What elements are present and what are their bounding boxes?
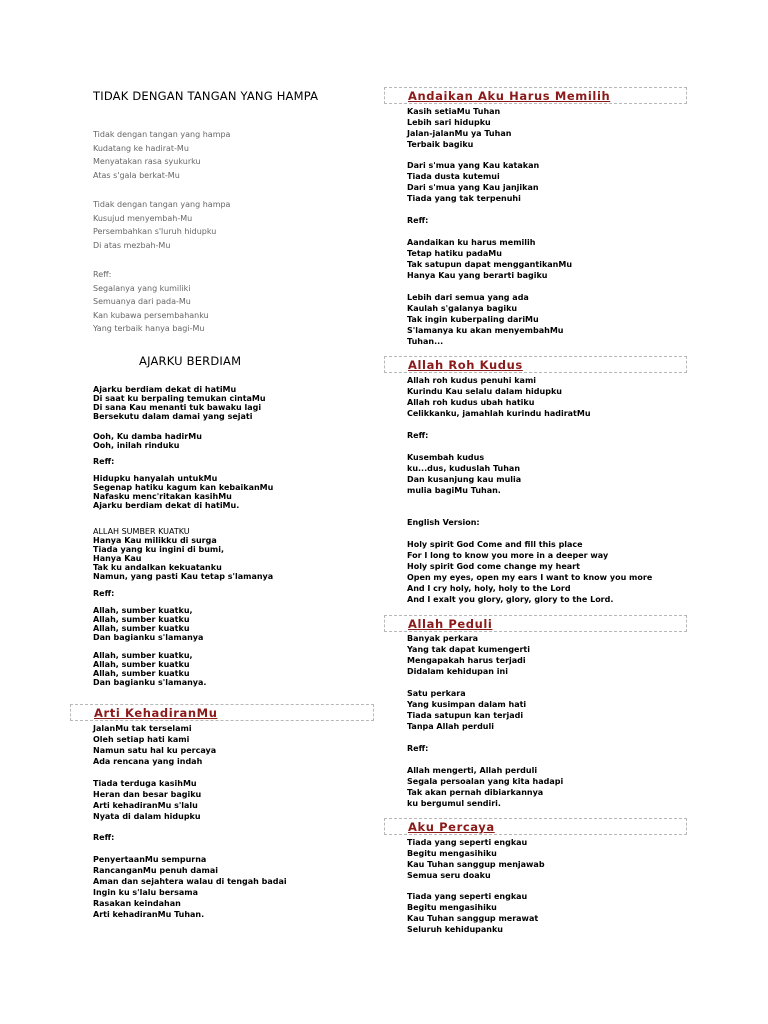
verse: Tiada terduga kasihMu Heran dan besar bagiku Arti kehadiranMu s'lalu Nyata di dalam hidupku — [93, 779, 202, 821]
reff: Allah, sumber kuatku, Allah, sumber kuatku Allah, sumber kuatku Dan bagianku s'lamanya. — [93, 651, 207, 687]
song-title: Aku Percaya — [408, 820, 495, 834]
verse: Tidak dengan tangan yang hampa Kusujud menyembah-Mu Persembahkan s'luruh hidupku Di atas mezbah-Mu — [93, 200, 231, 250]
verse: Ooh, Ku damba hadirMu Ooh, inilah rinduku — [93, 432, 202, 450]
verse: Lebih dari semua yang ada Kaulah s'galanya bagiku Tak ingin kuberpaling dariMu S'lamanya ku akan menyembahMu Tuhan... — [407, 293, 564, 346]
verse: Allah roh kudus penuhi kami Kurindu Kau selalu dalam hidupku Allah roh kudus ubah hatiku Celikkanku, jamahlah kurindu hadiratMu — [407, 376, 591, 418]
song-title: AJARKU BERDIAM — [139, 354, 242, 368]
reff-label: Reff: — [407, 431, 429, 440]
reff-label: Reff: — [407, 744, 429, 753]
verse: Tidak dengan tangan yang hampa Kudatang ke hadirat-Mu Menyatakan rasa syukurku Atas s'gala berkat-Mu — [93, 130, 231, 180]
reff-label: Reff: — [407, 216, 429, 225]
reff: Reff: Segalanya yang kumiliki Semuanya dari pada-Mu Kan kubawa persembahanku Yang terbaik hanya bagi-Mu — [93, 270, 209, 333]
song-title: TIDAK DENGAN TANGAN YANG HAMPA — [93, 89, 319, 103]
reff: Aandaikan ku harus memilih Tetap hatiku padaMu Tak satupun dapat menggantikanMu Hanya Kau yang berarti bagiku — [407, 238, 573, 280]
song-header-box — [384, 615, 687, 632]
reff: Allah, sumber kuatku, Allah, sumber kuatku Allah, sumber kuatku Dan bagianku s'lamanya — [93, 606, 204, 642]
reff: Kusembah kudus ku...dus, kuduslah Tuhan Dan kusanjung kau mulia mulia bagiMu Tuhan. — [407, 453, 522, 495]
verse: Dari s'mua yang Kau katakan Tiada dusta kutemui Dari s'mua yang Kau janjikan Tiada yang tak terpenuhi — [407, 161, 540, 203]
verse: Hanya Kau milikku di surga Tiada yang ku ingini di bumi, Hanya Kau Tak ku andalkan kekuatanku Namun, yang pasti Kau tetap s'lamanya — [93, 536, 274, 581]
song-title: Allah Peduli — [408, 617, 493, 631]
song-title: ALLAH SUMBER KUATKU — [93, 527, 190, 536]
verse: Tiada yang seperti engkau Begitu mengasihiku Kau Tuhan sanggup merawat Seluruh kehidupanku — [407, 892, 539, 934]
verse: Kasih setiaMu Tuhan Lebih sari hidupku Jalan-jalanMu ya Tuhan Terbaik bagiku — [407, 107, 512, 149]
song-title: Allah Roh Kudus — [408, 358, 523, 372]
song-header-box — [384, 356, 687, 373]
song-title: Andaikan Aku Harus Memilih — [408, 89, 611, 103]
verse: JalanMu tak terselami Oleh setiap hati kami Namun satu hal ku percaya Ada rencana yang indah — [93, 724, 217, 766]
reff: Hidupku hanyalah untukMu Segenap hatiku kagum kan kebaikanMu Nafasku menc'ritakan kasihMu Ajarku berdiam dekat di hatiMu. — [93, 474, 274, 510]
song-title: Arti KehadiranMu — [94, 706, 218, 720]
verse: Satu perkara Yang kusimpan dalam hati Tiada satupun kan terjadi Tanpa Allah perduli — [407, 689, 527, 731]
song-header-box — [70, 704, 374, 721]
reff: PenyertaanMu sempurna RancanganMu penuh damai Aman dan sejahtera walau di tengah badai Ingin ku s'lalu bersama Rasakan keindahan Arti kehadiranMu Tuhan. — [93, 855, 287, 919]
english-label: English Version: — [407, 518, 480, 527]
song-header-box — [384, 818, 687, 835]
english-lyrics: Holy spirit God Come and fill this place For I long to know you more in a deeper way Holy spirit God come change my heart Open my eyes, open my ears I want to know you more And I cry holy, holy, holy to the Lord And I exalt you glory, glory, glory to the Lord. — [407, 540, 653, 604]
song-header-box — [384, 87, 687, 104]
reff: Allah mengerti, Allah perduli Segala persoalan yang kita hadapi Tak akan pernah dibiarkannya ku bergumul sendiri. — [407, 766, 564, 808]
verse: Ajarku berdiam dekat di hatiMu Di saat ku berpaling temukan cintaMu Di sana Kau menanti tuk bawaku lagi Bersekutu dalam damai yang sejati — [93, 385, 266, 421]
reff-label: Reff: — [93, 833, 115, 842]
verse: Banyak perkara Yang tak dapat kumengerti Mengapakah harus terjadi Didalam kehidupan ini — [407, 634, 530, 676]
verse: Tiada yang seperti engkau Begitu mengasihiku Kau Tuhan sanggup menjawab Semua seru doaku — [407, 838, 545, 880]
reff-label: Reff: — [93, 589, 115, 598]
reff-label: Reff: — [93, 457, 115, 466]
